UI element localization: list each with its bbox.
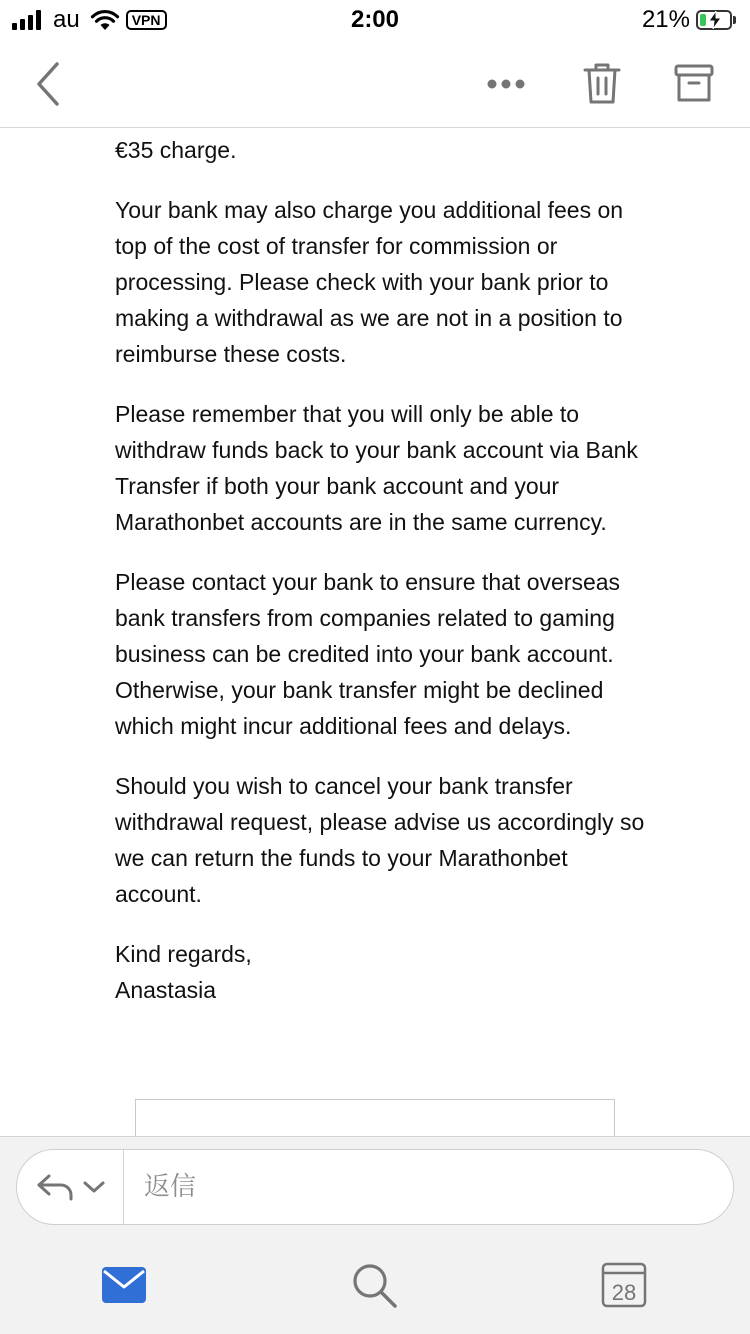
tab-mail[interactable] bbox=[94, 1255, 154, 1315]
charging-bolt-icon bbox=[708, 11, 722, 29]
more-button[interactable] bbox=[480, 58, 532, 110]
battery-fill bbox=[700, 14, 706, 26]
email-text bbox=[115, 132, 645, 1008]
bottom-panel bbox=[0, 1136, 750, 1334]
calendar-day: 28 bbox=[611, 1280, 637, 1305]
reply-arrow-icon bbox=[35, 1172, 75, 1202]
paragraph-bank-fees: Your bank may also charge you additional fees on top of the cost of transfer for commission or processing. Please check with your bank prior to making a withdrawal as we are not in a position to reimburse these costs. bbox=[115, 197, 624, 367]
chevron-down-icon bbox=[83, 1180, 105, 1194]
tab-search[interactable] bbox=[344, 1255, 404, 1315]
delete-button[interactable] bbox=[576, 58, 628, 110]
battery-charging-icon bbox=[696, 10, 732, 30]
calendar-icon bbox=[601, 1262, 647, 1308]
battery-cap bbox=[733, 16, 736, 24]
archive-icon bbox=[674, 64, 714, 104]
carrier-label: au bbox=[53, 6, 80, 33]
paragraph-contact-bank: Please contact your bank to ensure that overseas bank transfers from companies related to gaming business can be credited into your bank account. Otherwise, your bank transfer might be declined which might incur additional fees and delays. bbox=[115, 569, 621, 739]
tab-calendar[interactable] bbox=[594, 1255, 654, 1315]
message-toolbar bbox=[0, 40, 750, 128]
mail-icon bbox=[101, 1266, 147, 1304]
reply-input[interactable] bbox=[124, 1149, 733, 1225]
email-body bbox=[0, 128, 750, 1136]
signoff: Kind regards, bbox=[115, 941, 252, 967]
paragraph-cancel: Should you wish to cancel your bank transfer withdrawal request, please advise us accordingly so we can return the funds to your Marathonbet account. bbox=[115, 773, 645, 907]
status-bar bbox=[0, 0, 750, 40]
status-time: 2:00 bbox=[350, 6, 400, 33]
status-right bbox=[642, 6, 736, 34]
tab-bar bbox=[0, 1241, 750, 1331]
paragraph-charge: €35 charge. bbox=[115, 137, 237, 163]
back-button[interactable] bbox=[22, 58, 74, 110]
paragraph-currency: Please remember that you will only be able to withdraw funds back to your bank account via Bank Transfer if both your bank account and your Marathonbet accounts are in the same currency. bbox=[115, 401, 638, 535]
trash-icon bbox=[582, 62, 622, 106]
vpn-badge: VPN bbox=[126, 10, 167, 30]
back-chevron-icon bbox=[33, 60, 63, 108]
archive-button[interactable] bbox=[668, 58, 720, 110]
embedded-content-box bbox=[135, 1099, 615, 1136]
reply-bar bbox=[16, 1149, 734, 1225]
battery-percent: 21% bbox=[641, 6, 690, 33]
reply-options-button[interactable] bbox=[17, 1150, 124, 1224]
search-icon bbox=[350, 1261, 398, 1309]
signature: Anastasia bbox=[115, 977, 217, 1003]
more-dots-icon bbox=[486, 78, 526, 90]
